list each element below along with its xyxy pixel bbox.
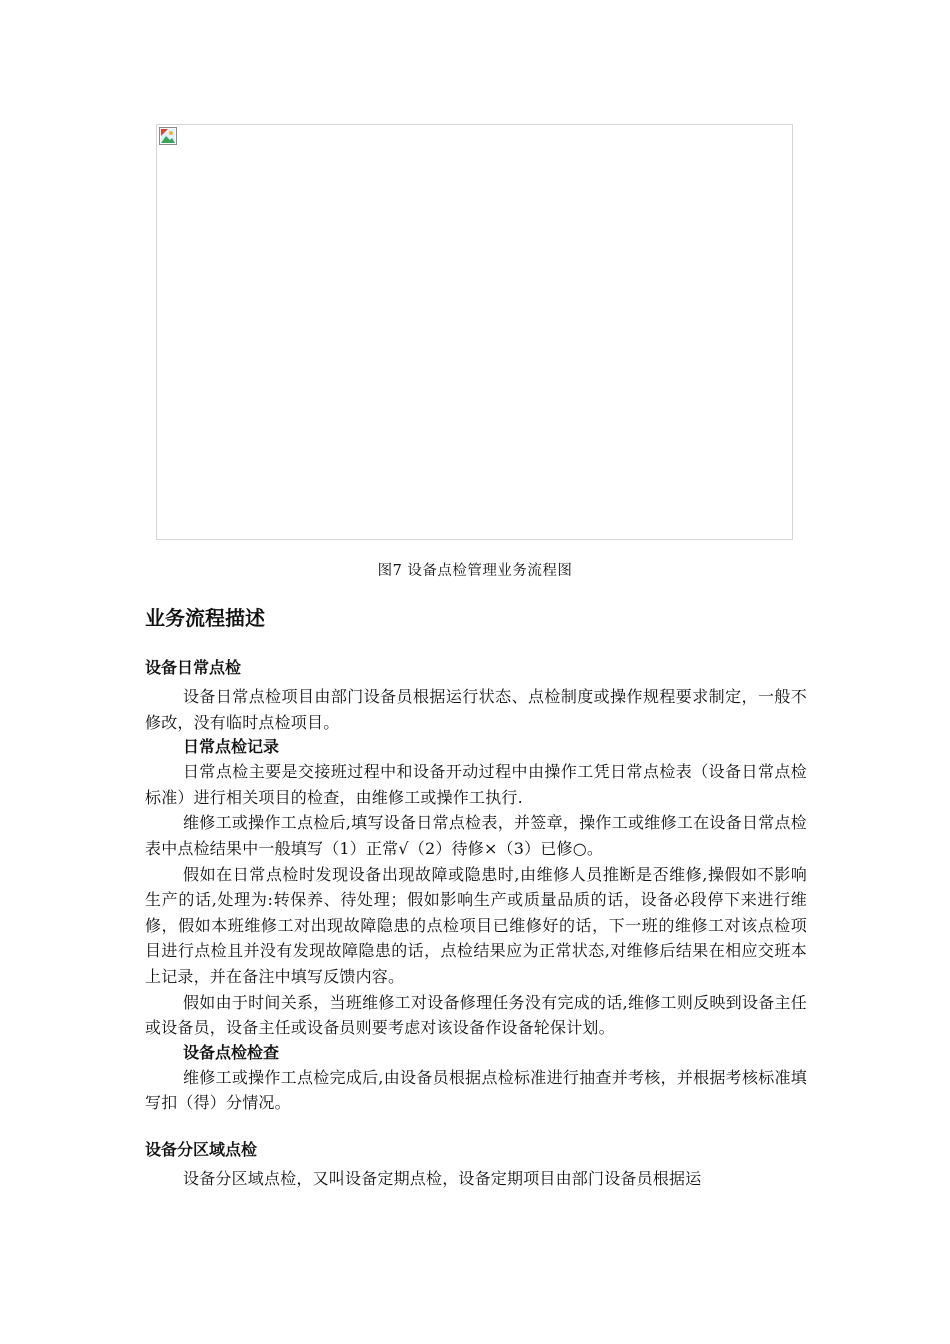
inspection-check-paragraph: 维修工或操作工点检完成后,由设备员根据点检标准进行抽查并考核，并根据考核标准填写扣（得）分情况。 [145,1067,807,1113]
daily-intro-paragraph: 设备日常点检项目由部门设备员根据运行状态、点检制度或操作规程要求制定，一般不修改，没有临时点检项目。 [145,687,807,732]
daily-record-paragraph-2: 维修工或操作工点检后,填写设备日常点检表，并签章，操作工或维修工在设备日常点检表中点检结果中一般填写（1）正常√（2）待修×（3）已修○。 [145,813,807,858]
daily-inspection-heading: 设备日常点检 [145,658,242,677]
daily-record-heading: 日常点检记录 [183,737,280,757]
flowchart-image-placeholder [156,124,793,540]
daily-record-paragraph-1: 日常点检主要是交接班过程中和设备开动过程中由操作工凭日常点检表（设备日常点检标准）进行相关项目的检查，由维修工或操作工执行. [145,762,807,807]
broken-image-icon [159,127,177,145]
zone-inspection-paragraph: 设备分区域点检，又叫设备定期点检，设备定期项目由部门设备员根据运 [183,1168,702,1188]
daily-record-paragraph-3: 假如在日常点检时发现设备出现故障或隐患时,由维修人员推断是否维修,操假如不影响生产的话,处理为:转保养、待处理；假如影响生产或质量品质的话，设备必段停下来进行维修，假如本班维修工对出现故障隐患的点检项目已维修好的话，下一班的维修工对该点检项目进行点检且并没有发现故障隐患的话，点检结果应为正常状态,对维修后结果在相应交班本上记录，并在备注中填写反馈内容。 [145,864,807,986]
inspection-check-heading: 设备点检检查 [183,1042,280,1062]
document-body [145,604,807,1192]
section-title: 业务流程描述 [145,606,265,630]
daily-record-paragraph-4: 假如由于时间关系，当班维修工对设备修理任务没有完成的话,维修工则反映到设备主任或设备员，设备主任或设备员则要考虑对该设备作设备轮保计划。 [145,992,807,1038]
zone-inspection-heading: 设备分区域点检 [145,1139,258,1159]
figure-caption: 图7 设备点检管理业务流程图 [377,563,573,579]
